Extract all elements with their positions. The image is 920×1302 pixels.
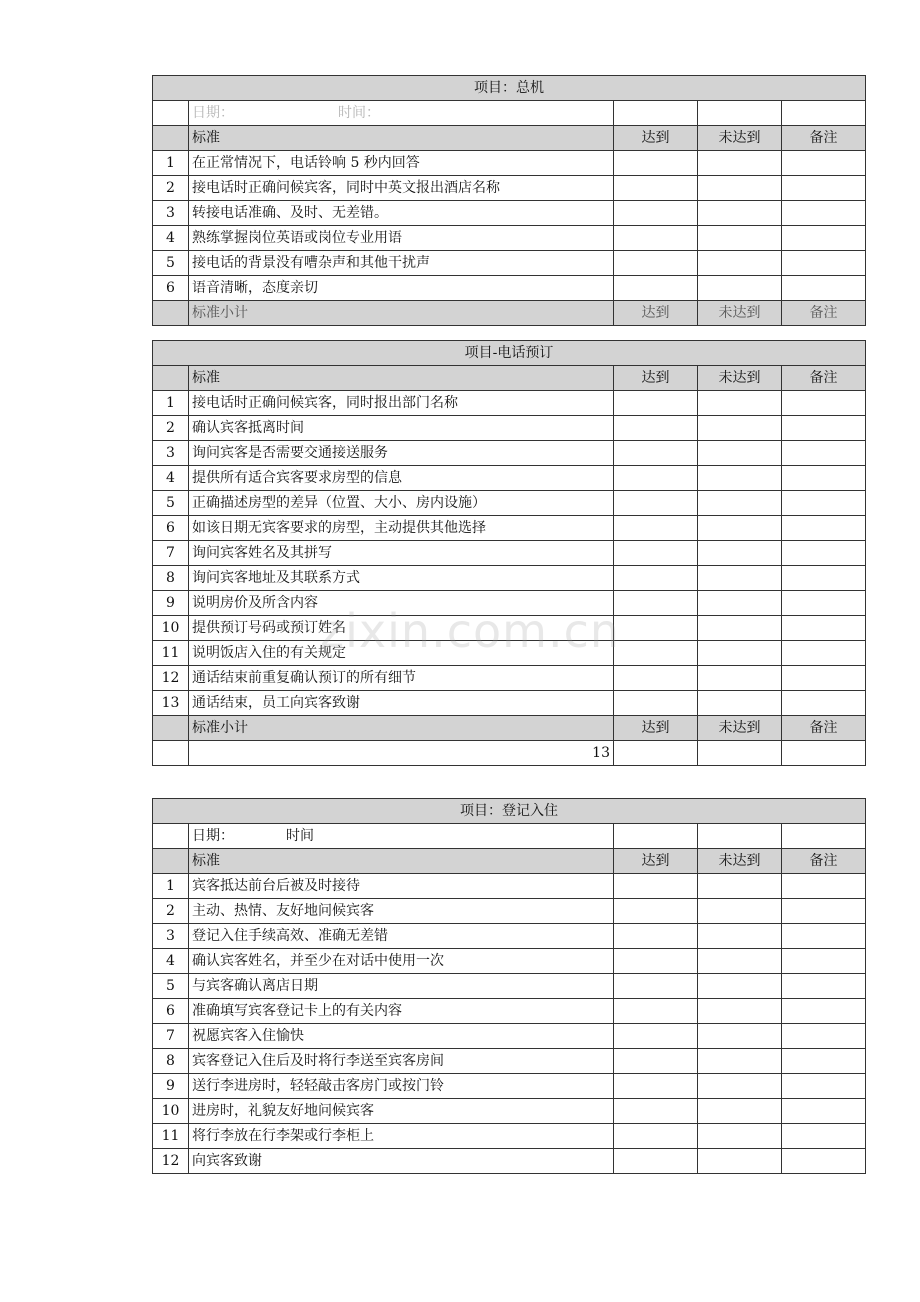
- row-number: 7: [153, 1024, 189, 1049]
- remarks-cell: [782, 924, 866, 949]
- remarks-cell: [782, 1024, 866, 1049]
- not-met-cell: [698, 1024, 782, 1049]
- section1-footer: [153, 301, 866, 326]
- remarks-cell: [782, 176, 866, 201]
- not-met-cell: [698, 251, 782, 276]
- header-remarks: 备注: [782, 849, 866, 874]
- not-met-cell: [698, 641, 782, 666]
- row-number: 6: [153, 999, 189, 1024]
- empty-cell: [782, 101, 866, 126]
- checklist-row: [153, 176, 866, 201]
- empty-cell: [698, 741, 782, 766]
- remarks-cell: [782, 251, 866, 276]
- section-title-row: [153, 76, 866, 101]
- standard-text: 确认宾客姓名，并至少在对话中使用一次: [189, 949, 614, 974]
- standard-text: 将行李放在行李架或行李柜上: [189, 1124, 614, 1149]
- checklist-row: [153, 1099, 866, 1124]
- date-time-cell: [189, 101, 614, 126]
- empty-cell: [153, 126, 189, 151]
- remarks-cell: [782, 441, 866, 466]
- met-cell: [614, 899, 698, 924]
- standard-text: 说明饭店入住的有关规定: [189, 641, 614, 666]
- section-title: 项目：总机: [153, 76, 866, 101]
- checklist-row: [153, 416, 866, 441]
- subtotal-remarks: 备注: [782, 301, 866, 326]
- not-met-cell: [698, 441, 782, 466]
- total-row: [153, 741, 866, 766]
- standard-text: 与宾客确认离店日期: [189, 974, 614, 999]
- met-cell: [614, 416, 698, 441]
- met-cell: [614, 1099, 698, 1124]
- total-count: 13: [189, 741, 614, 766]
- subtotal-met: 达到: [614, 301, 698, 326]
- met-cell: [614, 641, 698, 666]
- row-number: 3: [153, 201, 189, 226]
- met-cell: [614, 1124, 698, 1149]
- remarks-cell: [782, 201, 866, 226]
- section-title-row: [153, 341, 866, 366]
- checklist-row: [153, 516, 866, 541]
- empty-cell: [153, 101, 189, 126]
- checklist-row: [153, 1024, 866, 1049]
- remarks-cell: [782, 516, 866, 541]
- row-number: 2: [153, 416, 189, 441]
- remarks-cell: [782, 899, 866, 924]
- remarks-cell: [782, 616, 866, 641]
- met-cell: [614, 1074, 698, 1099]
- remarks-cell: [782, 151, 866, 176]
- not-met-cell: [698, 516, 782, 541]
- header-met: 达到: [614, 366, 698, 391]
- empty-cell: [614, 101, 698, 126]
- section2-footer: [153, 716, 866, 766]
- empty-cell: [153, 849, 189, 874]
- subtotal-label: 标准小计: [189, 716, 614, 741]
- empty-cell: [782, 824, 866, 849]
- row-number: 5: [153, 251, 189, 276]
- remarks-cell: [782, 391, 866, 416]
- remarks-cell: [782, 1049, 866, 1074]
- met-cell: [614, 251, 698, 276]
- standard-text: 宾客抵达前台后被及时接待: [189, 874, 614, 899]
- row-number: 6: [153, 276, 189, 301]
- section3-body: [153, 799, 866, 874]
- met-cell: [614, 999, 698, 1024]
- standard-text: 向宾客致谢: [189, 1149, 614, 1174]
- date-time-row: [153, 101, 866, 126]
- met-cell: [614, 441, 698, 466]
- met-cell: [614, 276, 698, 301]
- standard-text: 询问宾客是否需要交通接送服务: [189, 441, 614, 466]
- checklist-row: [153, 974, 866, 999]
- not-met-cell: [698, 591, 782, 616]
- remarks-cell: [782, 416, 866, 441]
- row-number: 9: [153, 1074, 189, 1099]
- row-number: 4: [153, 226, 189, 251]
- header-standard: 标准: [189, 366, 614, 391]
- standard-text: 转接电话准确、及时、无差错。: [189, 201, 614, 226]
- empty-cell: [782, 741, 866, 766]
- header-standard: 标准: [189, 849, 614, 874]
- checklist-row: [153, 391, 866, 416]
- remarks-cell: [782, 541, 866, 566]
- met-cell: [614, 1149, 698, 1174]
- checklist-row: [153, 641, 866, 666]
- checklist-row: [153, 949, 866, 974]
- section2-items: [153, 391, 866, 716]
- not-met-cell: [698, 541, 782, 566]
- remarks-cell: [782, 226, 866, 251]
- standard-text: 在正常情况下，电话铃响 5 秒内回答: [189, 151, 614, 176]
- section1-items: [153, 151, 866, 301]
- row-number: 8: [153, 566, 189, 591]
- met-cell: [614, 176, 698, 201]
- checklist-row: [153, 1074, 866, 1099]
- met-cell: [614, 566, 698, 591]
- standard-text: 询问宾客姓名及其拼写: [189, 541, 614, 566]
- met-cell: [614, 201, 698, 226]
- standard-text: 确认宾客抵离时间: [189, 416, 614, 441]
- section-title: 项目：登记入住: [153, 799, 866, 824]
- checklist-row: [153, 666, 866, 691]
- checklist-row: [153, 874, 866, 899]
- row-number: 12: [153, 1149, 189, 1174]
- subtotal-row: [153, 716, 866, 741]
- not-met-cell: [698, 1149, 782, 1174]
- met-cell: [614, 151, 698, 176]
- row-number: 4: [153, 466, 189, 491]
- not-met-cell: [698, 949, 782, 974]
- remarks-cell: [782, 566, 866, 591]
- subtotal-remarks: 备注: [782, 716, 866, 741]
- met-cell: [614, 226, 698, 251]
- header-remarks: 备注: [782, 366, 866, 391]
- empty-cell: [153, 716, 189, 741]
- standard-text: 进房时，礼貌友好地问候宾客: [189, 1099, 614, 1124]
- subtotal-row: [153, 301, 866, 326]
- standard-text: 询问宾客地址及其联系方式: [189, 566, 614, 591]
- row-number: 13: [153, 691, 189, 716]
- header-not-met: 未达到: [698, 849, 782, 874]
- standard-text: 祝愿宾客入住愉快: [189, 1024, 614, 1049]
- column-header-row: [153, 849, 866, 874]
- remarks-cell: [782, 666, 866, 691]
- not-met-cell: [698, 151, 782, 176]
- time-label: 时间: [286, 828, 314, 844]
- empty-cell: [153, 741, 189, 766]
- checklist-row: [153, 591, 866, 616]
- row-number: 2: [153, 176, 189, 201]
- date-label: 日期：: [192, 105, 234, 121]
- met-cell: [614, 924, 698, 949]
- standard-text: 通话结束前重复确认预订的所有细节: [189, 666, 614, 691]
- met-cell: [614, 491, 698, 516]
- row-number: 2: [153, 899, 189, 924]
- empty-cell: [614, 741, 698, 766]
- standard-text: 接电话时正确问候宾客，同时中英文报出酒店名称: [189, 176, 614, 201]
- standard-text: 宾客登记入住后及时将行李送至宾客房间: [189, 1049, 614, 1074]
- standard-text: 送行李进房时，轻轻敲击客房门或按门铃: [189, 1074, 614, 1099]
- subtotal-met: 达到: [614, 716, 698, 741]
- met-cell: [614, 591, 698, 616]
- row-number: 3: [153, 441, 189, 466]
- remarks-cell: [782, 276, 866, 301]
- remarks-cell: [782, 974, 866, 999]
- checklist-row: [153, 226, 866, 251]
- not-met-cell: [698, 666, 782, 691]
- remarks-cell: [782, 874, 866, 899]
- remarks-cell: [782, 491, 866, 516]
- empty-cell: [153, 366, 189, 391]
- header-met: 达到: [614, 126, 698, 151]
- row-number: 1: [153, 874, 189, 899]
- section3-items: [153, 874, 866, 1174]
- empty-cell: [614, 824, 698, 849]
- met-cell: [614, 974, 698, 999]
- watermark-text: zixin.com.cn: [320, 604, 621, 658]
- standard-text: 如该日期无宾客要求的房型，主动提供其他选择: [189, 516, 614, 541]
- remarks-cell: [782, 1149, 866, 1174]
- standard-text: 正确描述房型的差异（位置、大小、房内设施）: [189, 491, 614, 516]
- empty-cell: [698, 101, 782, 126]
- checklist-row: [153, 1124, 866, 1149]
- met-cell: [614, 874, 698, 899]
- row-number: 12: [153, 666, 189, 691]
- section-title: 项目-电话预订: [153, 341, 866, 366]
- date-label: 日期：: [192, 828, 234, 844]
- not-met-cell: [698, 416, 782, 441]
- row-number: 5: [153, 491, 189, 516]
- standard-text: 提供预订号码或预订姓名: [189, 616, 614, 641]
- standard-text: 语音清晰，态度亲切: [189, 276, 614, 301]
- checklist-row: [153, 691, 866, 716]
- header-standard: 标准: [189, 126, 614, 151]
- section2-body: [153, 341, 866, 391]
- remarks-cell: [782, 641, 866, 666]
- section-title-row: [153, 799, 866, 824]
- met-cell: [614, 1049, 698, 1074]
- checklist-row: [153, 491, 866, 516]
- row-number: 9: [153, 591, 189, 616]
- checklist-row: [153, 276, 866, 301]
- not-met-cell: [698, 226, 782, 251]
- row-number: 1: [153, 391, 189, 416]
- not-met-cell: [698, 276, 782, 301]
- row-number: 10: [153, 1099, 189, 1124]
- checklist-row: [153, 924, 866, 949]
- not-met-cell: [698, 201, 782, 226]
- not-met-cell: [698, 566, 782, 591]
- checklist-row: [153, 899, 866, 924]
- row-number: 1: [153, 151, 189, 176]
- checklist-row: [153, 466, 866, 491]
- not-met-cell: [698, 999, 782, 1024]
- row-number: 11: [153, 641, 189, 666]
- row-number: 3: [153, 924, 189, 949]
- header-met: 达到: [614, 849, 698, 874]
- phone-reservation-checklist-table: [152, 340, 866, 766]
- check-in-checklist-table: [152, 798, 866, 1174]
- checklist-row: [153, 201, 866, 226]
- checklist-row: [153, 999, 866, 1024]
- checklist-row: [153, 1149, 866, 1174]
- checklist-row: [153, 566, 866, 591]
- row-number: 4: [153, 949, 189, 974]
- standard-text: 通话结束，员工向宾客致谢: [189, 691, 614, 716]
- not-met-cell: [698, 874, 782, 899]
- standard-text: 提供所有适合宾客要求房型的信息: [189, 466, 614, 491]
- checklist-row: [153, 151, 866, 176]
- column-header-row: [153, 366, 866, 391]
- standard-text: 主动、热情、友好地问候宾客: [189, 899, 614, 924]
- not-met-cell: [698, 691, 782, 716]
- date-time-cell: [189, 824, 614, 849]
- column-header-row: [153, 126, 866, 151]
- not-met-cell: [698, 466, 782, 491]
- row-number: 6: [153, 516, 189, 541]
- met-cell: [614, 691, 698, 716]
- remarks-cell: [782, 591, 866, 616]
- checklist-row: [153, 441, 866, 466]
- standard-text: 说明房价及所含内容: [189, 591, 614, 616]
- header-remarks: 备注: [782, 126, 866, 151]
- remarks-cell: [782, 1074, 866, 1099]
- row-number: 8: [153, 1049, 189, 1074]
- date-time-row: [153, 824, 866, 849]
- remarks-cell: [782, 466, 866, 491]
- not-met-cell: [698, 974, 782, 999]
- not-met-cell: [698, 491, 782, 516]
- header-not-met: 未达到: [698, 126, 782, 151]
- met-cell: [614, 949, 698, 974]
- standard-text: 登记入住手续高效、准确无差错: [189, 924, 614, 949]
- standard-text: 熟练掌握岗位英语或岗位专业用语: [189, 226, 614, 251]
- not-met-cell: [698, 1074, 782, 1099]
- row-number: 10: [153, 616, 189, 641]
- subtotal-not-met: 未达到: [698, 301, 782, 326]
- row-number: 5: [153, 974, 189, 999]
- standard-text: 准确填写宾客登记卡上的有关内容: [189, 999, 614, 1024]
- not-met-cell: [698, 924, 782, 949]
- switchboard-checklist-table: [152, 75, 866, 326]
- not-met-cell: [698, 176, 782, 201]
- not-met-cell: [698, 391, 782, 416]
- remarks-cell: [782, 1124, 866, 1149]
- section1-body: [153, 76, 866, 151]
- not-met-cell: [698, 616, 782, 641]
- not-met-cell: [698, 1099, 782, 1124]
- empty-cell: [153, 301, 189, 326]
- not-met-cell: [698, 899, 782, 924]
- met-cell: [614, 541, 698, 566]
- remarks-cell: [782, 691, 866, 716]
- met-cell: [614, 616, 698, 641]
- row-number: 7: [153, 541, 189, 566]
- remarks-cell: [782, 1099, 866, 1124]
- standard-text: 接电话的背景没有嘈杂声和其他干扰声: [189, 251, 614, 276]
- standard-text: 接电话时正确问候宾客，同时报出部门名称: [189, 391, 614, 416]
- not-met-cell: [698, 1124, 782, 1149]
- empty-cell: [698, 824, 782, 849]
- met-cell: [614, 516, 698, 541]
- checklist-row: [153, 541, 866, 566]
- not-met-cell: [698, 1049, 782, 1074]
- header-not-met: 未达到: [698, 366, 782, 391]
- row-number: 11: [153, 1124, 189, 1149]
- met-cell: [614, 466, 698, 491]
- met-cell: [614, 1024, 698, 1049]
- checklist-row: [153, 616, 866, 641]
- subtotal-not-met: 未达到: [698, 716, 782, 741]
- remarks-cell: [782, 949, 866, 974]
- checklist-row: [153, 1049, 866, 1074]
- met-cell: [614, 391, 698, 416]
- time-label: 时间：: [338, 105, 380, 121]
- subtotal-label: 标准小计: [189, 301, 614, 326]
- remarks-cell: [782, 999, 866, 1024]
- met-cell: [614, 666, 698, 691]
- checklist-row: [153, 251, 866, 276]
- empty-cell: [153, 824, 189, 849]
